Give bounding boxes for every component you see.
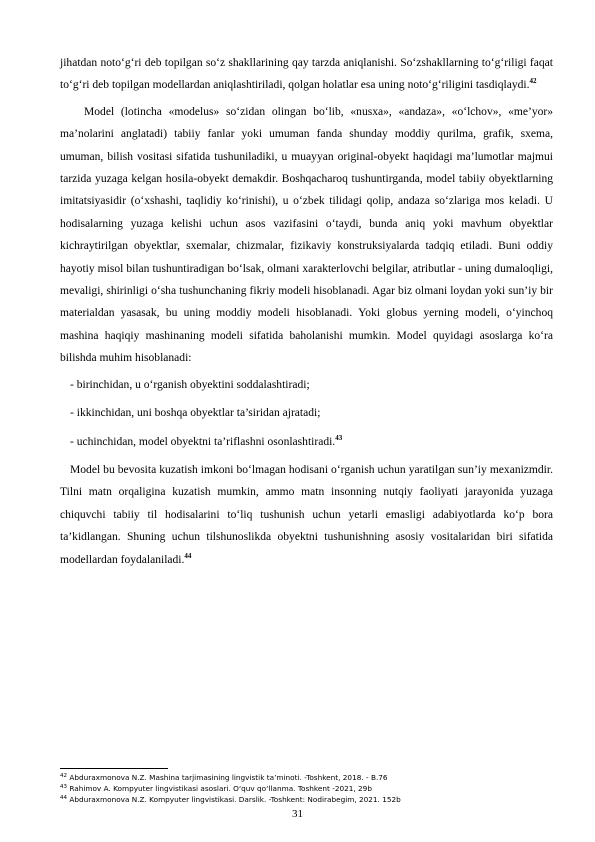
page-body <box>60 52 553 571</box>
list-item-first: - birinchidan, u o‘rganish obyektini soddalashtiradi; <box>70 378 310 391</box>
page-number: 31 <box>292 808 303 820</box>
footnote-ref-44[interactable]: 44 <box>184 551 192 560</box>
footnote-divider <box>60 768 168 769</box>
paragraph-continuation: jihatdan noto‘g‘ri deb topilgan so‘z shakllarining qay tarzda aniqlanishi. So‘zshakllarning to‘g‘riligi faqat to‘g‘ri deb topilgan modellardan aniqlashtiriladi, qolgan holatlar esa uning noto‘g‘riligini tasdiqlaydi.$^{42}$ <box>60 57 553 92</box>
list-item-second: - ikkinchidan, uni boshqa obyektlar ta’siridan ajratadi; <box>70 407 321 420</box>
footnote-ref-42[interactable]: 42 <box>529 77 537 86</box>
paragraph-model-mechanism: Model bu bevosita kuzatish imkoni bo‘lmagan hodisani o‘rganish uchun yaratilgan sun’iy mexanizmdir. Tilni matn orqaligina kuzatish mumkin, ammo matn insonning nutqiy faoliyati jarayonida yuzaga chiquvchi tabiiy til hodisalarini to‘liq tushunish uchun yetarli emasligi adabiyotlarda ko‘p bora ta’kidlangan. Shuning uchun tilshunoslikda obyektni tushunishning asosiy vositalaridan biri sifatida modellardan foydalaniladi.$^{44}$ <box>60 463 553 566</box>
footnotes <box>60 772 553 805</box>
footnote-44: $^{44}$ Abduraxmonova N.Z. Kompyuter lingvistikasi. Darslik. -Toshkent: Nodirabegim, 2021. 152b <box>60 795 401 804</box>
footnote-42: $^{42}$ Abduraxmonova N.Z. Mashina tarjimasining lingvistik ta’minoti. -Toshkent, 2018. - B.76 <box>60 773 388 782</box>
footnote-ref-43[interactable]: 43 <box>335 433 343 442</box>
list-item-third: - uchinchidan, model obyektni ta’riflashni osonlashtiradi.$^{43}$ <box>70 433 343 448</box>
paragraph-model-definition: Model (lotincha «modelus» so‘zidan olingan bo‘lib, «nusxa», «andaza», «o‘lchov», «me’yor» ma’nolarini anglatadi) tabiiy fanlar yoki umuman fanda shunday moddiy qurilma, grafik, sxema, umuman, bilish vositasi sifatida tushuniladiki, u muayyan original-obyekt haqidagi ma’lumotlar majmui tarzida yuzaga kelgan hosila-obyekt demakdir. Boshqacharoq tushuntirganda, model tabiiy obyektlarning imitatsiyasidir (o‘xshashi, taqlidiy ko‘rinishi), u o‘zbek tilidagi qolip, andaza so‘zlariga mos keladi. U hodisalarning yuzaga kelishi uchun asos vazifasini o‘taydi, bunda aniq yoki mavhum obyektlar kichraytirilgan obyektlar, sxemalar, chizmalar, fizikaviy konstruksiyalarda tadqiq etiladi. Buni oddiy hayotiy misol bilan tushuntiradigan bo‘lsak, olmani xarakterlovchi belgilar, atributlar - uning dumaloqligi, mevaligi, shirinligi o‘sha tushunchaning fikriy modeli hisoblanadi. Agar biz olmani loydan yoki sun’iy bir materialdan yasasak, bu uning moddiy modeli hisoblanadi. Yoki globus yerning modeli, o‘yinchoq mashina haqiqiy mashinaning modeli sifatida baholanishi mumkin. Model quyidagi asoslarga ko‘ra bilishda muhim hisoblanadi: <box>60 105 553 365</box>
footnote-43: $^{43}$ Rahimov A. Kompyuter lingvistikasi asoslari. O‘quv qo‘llanma. Toshkent -2021, 29b <box>60 784 372 793</box>
